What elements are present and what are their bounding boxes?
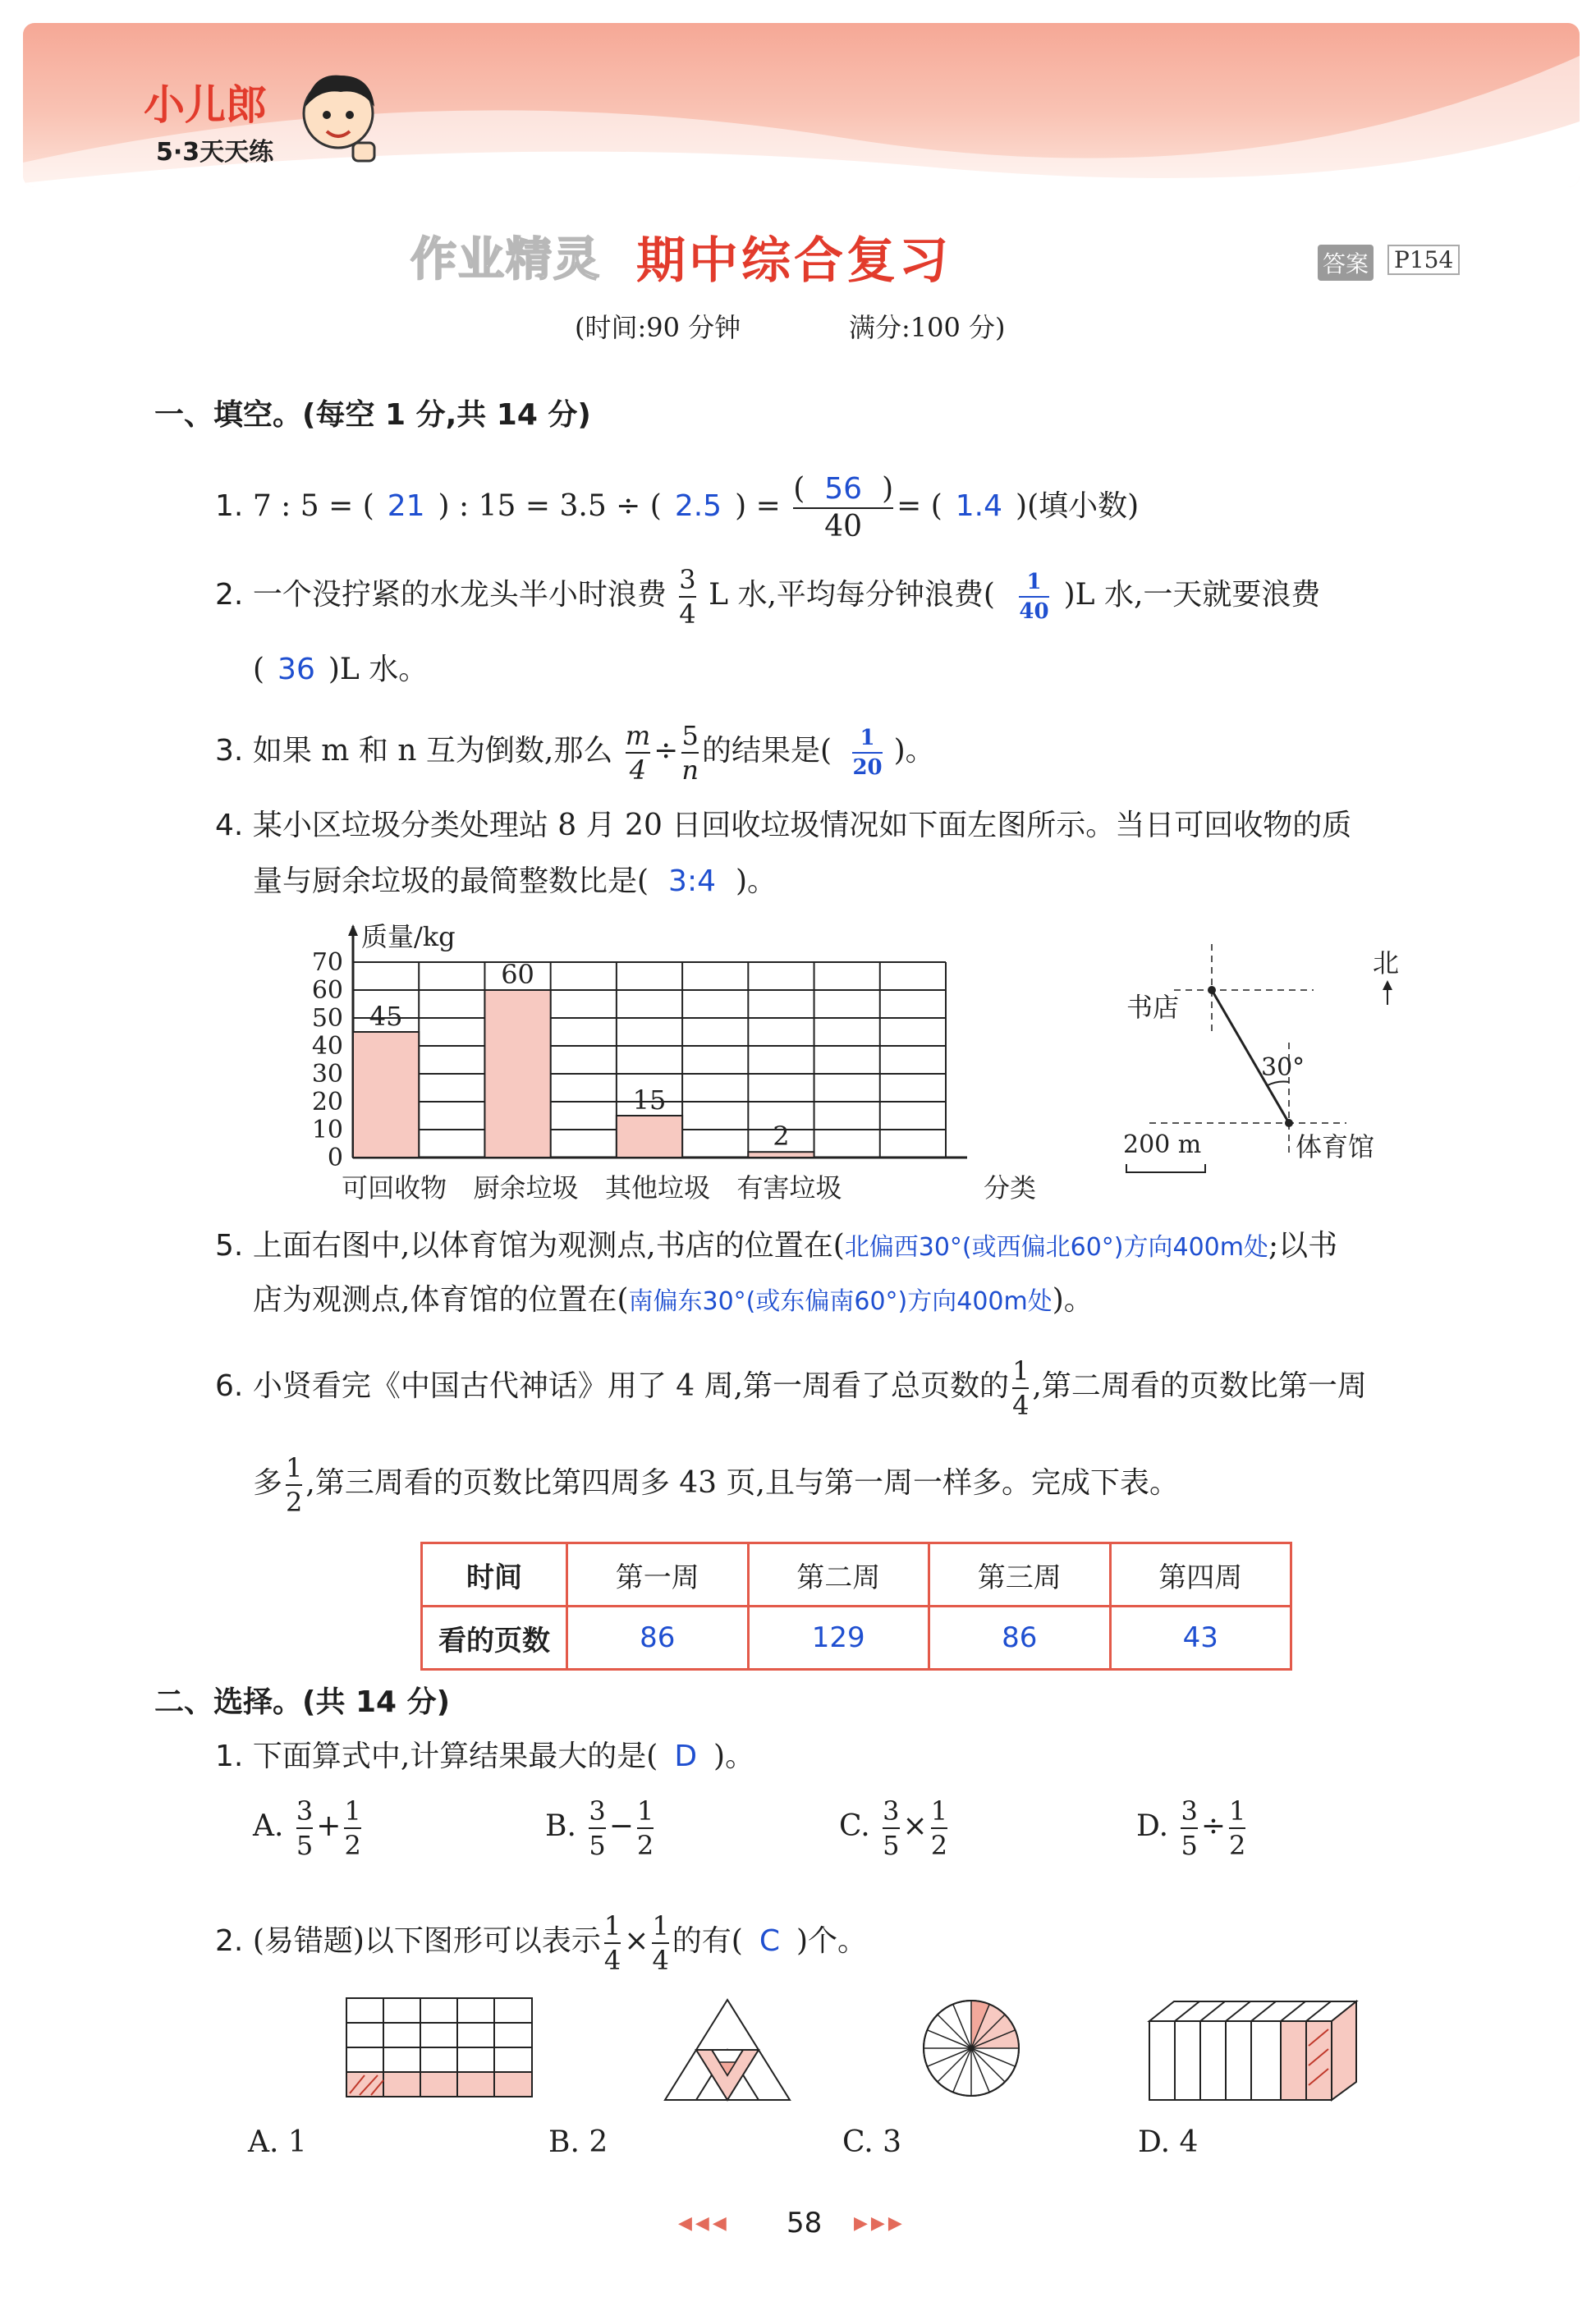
q-text: 上面右图中,以体育馆为观测点,书店的位置在( <box>252 1229 845 1263</box>
answer-field[interactable]: 南偏东30°(或东偏南60°)方向400m处 <box>628 1287 1053 1316</box>
chart-y-tick: 10 <box>311 1116 343 1144</box>
chart-data-label: 15 <box>632 1084 667 1116</box>
q-text: )个。 <box>796 1924 868 1958</box>
question-1-4-cont <box>253 862 777 901</box>
option-c[interactable] <box>839 1795 951 1861</box>
fraction <box>589 1795 606 1861</box>
table-cell-answer[interactable]: 86 <box>567 1607 749 1670</box>
question-1-6-cont <box>253 1452 1179 1518</box>
question-1-5 <box>215 1226 1337 1268</box>
question-number: 1. <box>215 489 244 523</box>
q-text: )。 <box>735 864 777 898</box>
page-number: 58 <box>787 2207 823 2240</box>
chart-ylabel: 质量/kg <box>361 921 456 952</box>
fraction-denominator: n <box>681 754 699 786</box>
fraction-numerator: 5 <box>681 720 699 751</box>
fraction <box>883 1795 900 1861</box>
question-1-4 <box>215 806 1351 846</box>
bookstore-label: 书店 <box>1126 992 1180 1023</box>
table-header: 第三周 <box>929 1543 1111 1607</box>
fraction-numerator: 1 <box>1229 1795 1246 1827</box>
mascot-icon <box>296 64 386 171</box>
q-text: )L 水,一天就要浪费 <box>1063 578 1321 612</box>
fraction-denominator: 20 <box>852 755 883 780</box>
answer-field[interactable]: C <box>759 1924 780 1958</box>
q-text: 7 : 5 = ( <box>252 489 374 523</box>
question-2-2 <box>215 1910 868 1976</box>
fraction-denominator: 2 <box>286 1487 303 1518</box>
operator: + <box>316 1809 342 1843</box>
gym-point <box>1285 1119 1293 1127</box>
option-a[interactable] <box>253 1795 365 1861</box>
answer-field[interactable]: 3:4 <box>668 864 716 898</box>
operator: − <box>608 1809 634 1843</box>
table-header: 第一周 <box>567 1543 749 1607</box>
chart-data-label: 45 <box>369 1001 403 1032</box>
chart-data-label: 60 <box>501 959 534 990</box>
q-text: )。 <box>1052 1283 1094 1317</box>
chart-y-tick: 60 <box>311 976 343 1005</box>
q-text: )L 水。 <box>328 653 429 686</box>
chart-y-tick: 0 <box>327 1144 343 1172</box>
answer-field[interactable]: 21 <box>387 489 425 523</box>
fraction-denominator: 2 <box>930 1830 948 1861</box>
watermark-text: 作业精灵 <box>410 233 601 287</box>
q-text: 量与厨余垃圾的最简整数比是( <box>253 864 649 898</box>
question-1-1 <box>215 474 1139 542</box>
fraction-denominator: 2 <box>1229 1830 1246 1861</box>
reading-table <box>420 1542 1292 1671</box>
fraction <box>636 1795 654 1861</box>
question-number: 5. <box>215 1229 244 1263</box>
chart-bar <box>353 1032 419 1158</box>
fraction-numerator: 3 <box>296 1795 314 1827</box>
paren-open: ( <box>793 472 805 506</box>
chart-data-label: 2 <box>773 1121 790 1153</box>
q-text: 店为观测点,体育馆的位置在( <box>253 1283 629 1317</box>
bookstore-point <box>1208 986 1216 994</box>
fraction-numerator: 1 <box>652 1910 669 1942</box>
fraction <box>603 1910 621 1976</box>
table-cell-answer[interactable]: 129 <box>748 1607 929 1670</box>
fraction-numerator: m <box>625 720 651 751</box>
q-text: 的结果是( <box>701 734 832 768</box>
table-header: 时间 <box>422 1543 567 1607</box>
prev-arrows-icon: ◀◀◀ <box>678 2213 730 2234</box>
fraction-numerator: 1 <box>860 726 875 750</box>
fraction <box>681 720 699 786</box>
q-text: L 水,平均每分钟浪费( <box>709 578 995 612</box>
chart-category-label: 厨余垃圾 <box>473 1172 579 1203</box>
direction-map <box>1117 944 1429 1190</box>
table-row-label: 看的页数 <box>422 1607 567 1670</box>
figure-d-cuboid[interactable] <box>1146 1997 1361 2103</box>
question-number: 6. <box>215 1369 244 1403</box>
brand-subtitle: 5·3天天练 <box>156 138 274 167</box>
operator: × <box>902 1809 928 1843</box>
fraction-numerator: 1 <box>930 1795 948 1827</box>
fraction-denominator: 5 <box>1181 1830 1198 1861</box>
answer-field[interactable] <box>1019 571 1048 622</box>
q-text: )。 <box>713 1740 755 1773</box>
choice-b[interactable]: B. 2 <box>548 2125 608 2159</box>
part1-heading: 一、填空。(每空 1 分,共 14 分) <box>154 398 591 432</box>
fraction-denominator: 4 <box>1012 1390 1030 1421</box>
option-b[interactable] <box>545 1795 657 1861</box>
q-text: 某小区垃圾分类处理站 8 月 20 日回收垃圾情况如下面左图所示。当日可回收物的质 <box>252 809 1352 842</box>
table-cell-answer[interactable]: 86 <box>929 1607 1111 1670</box>
q-text: ) : 15 = 3.5 ÷ ( <box>438 489 662 523</box>
table-header-row <box>422 1543 1291 1607</box>
question-number: 1. <box>215 1740 244 1773</box>
q-text: ,第三周看的页数比第四周多 43 页,且与第一周一样多。完成下表。 <box>305 1466 1179 1500</box>
answer-field[interactable]: D <box>674 1740 698 1773</box>
scale-bar <box>1126 1164 1205 1172</box>
score-info: 满分:100 分) <box>849 312 1006 343</box>
chart-bar <box>617 1116 682 1158</box>
fraction-denominator: 5 <box>296 1830 314 1861</box>
fraction-numerator: 1 <box>286 1452 303 1483</box>
fraction <box>652 1910 669 1976</box>
paren-close: ) <box>882 472 894 506</box>
fraction <box>679 564 696 630</box>
fraction <box>930 1795 948 1861</box>
fraction-denominator: 4 <box>603 1945 621 1976</box>
north-label: 北 <box>1373 947 1400 979</box>
option-label: B. <box>545 1809 576 1843</box>
choice-d[interactable]: D. 4 <box>1138 2125 1199 2159</box>
fraction-numerator: 1 <box>344 1795 361 1827</box>
q-text: 一个没拧紧的水龙头半小时浪费 <box>252 578 667 612</box>
operator: × <box>624 1924 649 1958</box>
fraction-denominator: 2 <box>344 1830 361 1861</box>
chart-y-tick: 30 <box>311 1060 343 1089</box>
table-header: 第二周 <box>748 1543 929 1607</box>
time-info: (时间:90 分钟 <box>575 312 741 343</box>
chart-category-label: 可回收物 <box>342 1172 447 1203</box>
fraction-denominator: 4 <box>629 754 647 786</box>
question-2-1 <box>215 1737 754 1776</box>
figure-c-circle[interactable] <box>920 1997 1023 2100</box>
fraction <box>1012 1355 1030 1421</box>
chart-y-arrow-icon <box>348 924 358 936</box>
figure-a-grid[interactable] <box>345 1997 535 2100</box>
operator: ÷ <box>1200 1809 1227 1843</box>
answer-field[interactable]: 2.5 <box>674 489 722 523</box>
option-label: A. <box>253 1809 284 1843</box>
answer-field[interactable]: 北偏西30°(或西偏北60°)方向400m处 <box>844 1233 1268 1262</box>
fraction-numerator: 3 <box>589 1795 606 1827</box>
chart-bar <box>484 990 550 1158</box>
answer-field[interactable]: 56 <box>824 472 863 506</box>
fraction-numerator: 1 <box>1012 1355 1030 1387</box>
scale-label: 200 m <box>1123 1130 1202 1159</box>
fraction-numerator: 1 <box>1026 570 1042 594</box>
q-text: )。 <box>893 734 935 768</box>
page-title: 期中综合复习 <box>636 232 952 290</box>
fraction-denominator: 40 <box>1019 599 1049 624</box>
answer-field[interactable]: 36 <box>277 653 315 686</box>
gym-label: 体育馆 <box>1296 1131 1375 1162</box>
figure-b-triangle[interactable] <box>662 1997 793 2103</box>
q-text: ,第二周看的页数比第一周 <box>1032 1369 1367 1403</box>
table-header: 第四周 <box>1110 1543 1291 1607</box>
chart-xlabel: 分类 <box>984 1172 1037 1203</box>
fraction-denominator: 4 <box>679 598 696 630</box>
fraction <box>793 474 893 542</box>
fraction <box>296 1795 314 1861</box>
option-label: C. <box>839 1809 870 1843</box>
fraction <box>1229 1795 1246 1861</box>
fraction-denominator: 5 <box>883 1830 900 1861</box>
q-text: 下面算式中,计算结果最大的是( <box>252 1740 658 1773</box>
q-text: ) = <box>735 489 781 523</box>
question-1-3 <box>215 720 935 786</box>
fraction-numerator: 1 <box>636 1795 654 1827</box>
table-row <box>422 1607 1291 1670</box>
chart-y-tick: 20 <box>311 1088 343 1116</box>
brand-title: 小儿郎 <box>144 81 267 129</box>
q-text: 如果 m 和 n 互为倒数,那么 <box>252 734 613 768</box>
question-1-2-cont <box>253 650 428 690</box>
fraction <box>286 1452 303 1518</box>
fraction-denominator: 2 <box>636 1830 654 1861</box>
fraction-denominator: 5 <box>589 1830 606 1861</box>
q-text: 多 <box>253 1466 283 1500</box>
question-1-2 <box>215 564 1321 630</box>
fraction <box>344 1795 361 1861</box>
fraction-numerator: 3 <box>883 1795 900 1827</box>
question-number: 4. <box>215 809 244 842</box>
question-number: 3. <box>215 734 244 768</box>
fraction-numerator: 3 <box>679 564 696 595</box>
answer-field[interactable] <box>852 727 882 778</box>
chart-bar <box>748 1152 814 1158</box>
fraction-denominator: 40 <box>824 510 863 543</box>
option-label: D. <box>1136 1809 1169 1843</box>
fraction <box>625 720 651 786</box>
part2-heading: 二、选择。(共 14 分) <box>154 1685 451 1719</box>
option-d[interactable] <box>1136 1795 1249 1861</box>
fraction <box>1181 1795 1198 1861</box>
choice-a[interactable]: A. 1 <box>248 2125 307 2159</box>
question-1-5-cont <box>253 1281 1094 1322</box>
q-text: ;以书 <box>1268 1229 1338 1263</box>
q-text: ( <box>253 653 265 686</box>
answer-tag: 答案 <box>1318 245 1374 281</box>
bar-chart <box>296 918 1067 1230</box>
next-arrows-icon: ▶▶▶ <box>854 2213 906 2234</box>
fraction-denominator: 4 <box>652 1945 669 1976</box>
fraction-numerator: 3 <box>1181 1795 1198 1827</box>
q-text: 的有( <box>672 1924 743 1958</box>
question-number: 2. <box>215 578 244 612</box>
q-text: = ( <box>897 489 942 523</box>
chart-y-tick: 70 <box>311 948 343 977</box>
q-text: (易错题)以下图形可以表示 <box>252 1924 601 1958</box>
q-text: 小贤看完《中国古代神话》用了 4 周,第一周看了总页数的 <box>252 1369 1010 1403</box>
fraction-numerator: 1 <box>603 1910 621 1942</box>
angle-label: 30° <box>1261 1053 1305 1082</box>
choice-c[interactable]: C. 3 <box>842 2125 902 2159</box>
answer-field[interactable]: 1.4 <box>955 489 1003 523</box>
chart-y-tick: 50 <box>311 1004 343 1033</box>
q-text: )(填小数) <box>1016 489 1140 523</box>
table-cell-answer[interactable]: 43 <box>1110 1607 1291 1670</box>
chart-y-tick: 40 <box>311 1032 343 1061</box>
chart-category-label: 其他垃圾 <box>604 1172 711 1203</box>
chart-category-label: 有害垃圾 <box>736 1172 842 1203</box>
question-number: 2. <box>215 1924 244 1958</box>
question-1-6 <box>215 1355 1367 1421</box>
operator: ÷ <box>654 734 679 768</box>
answer-page-link[interactable]: P154 <box>1387 245 1460 275</box>
